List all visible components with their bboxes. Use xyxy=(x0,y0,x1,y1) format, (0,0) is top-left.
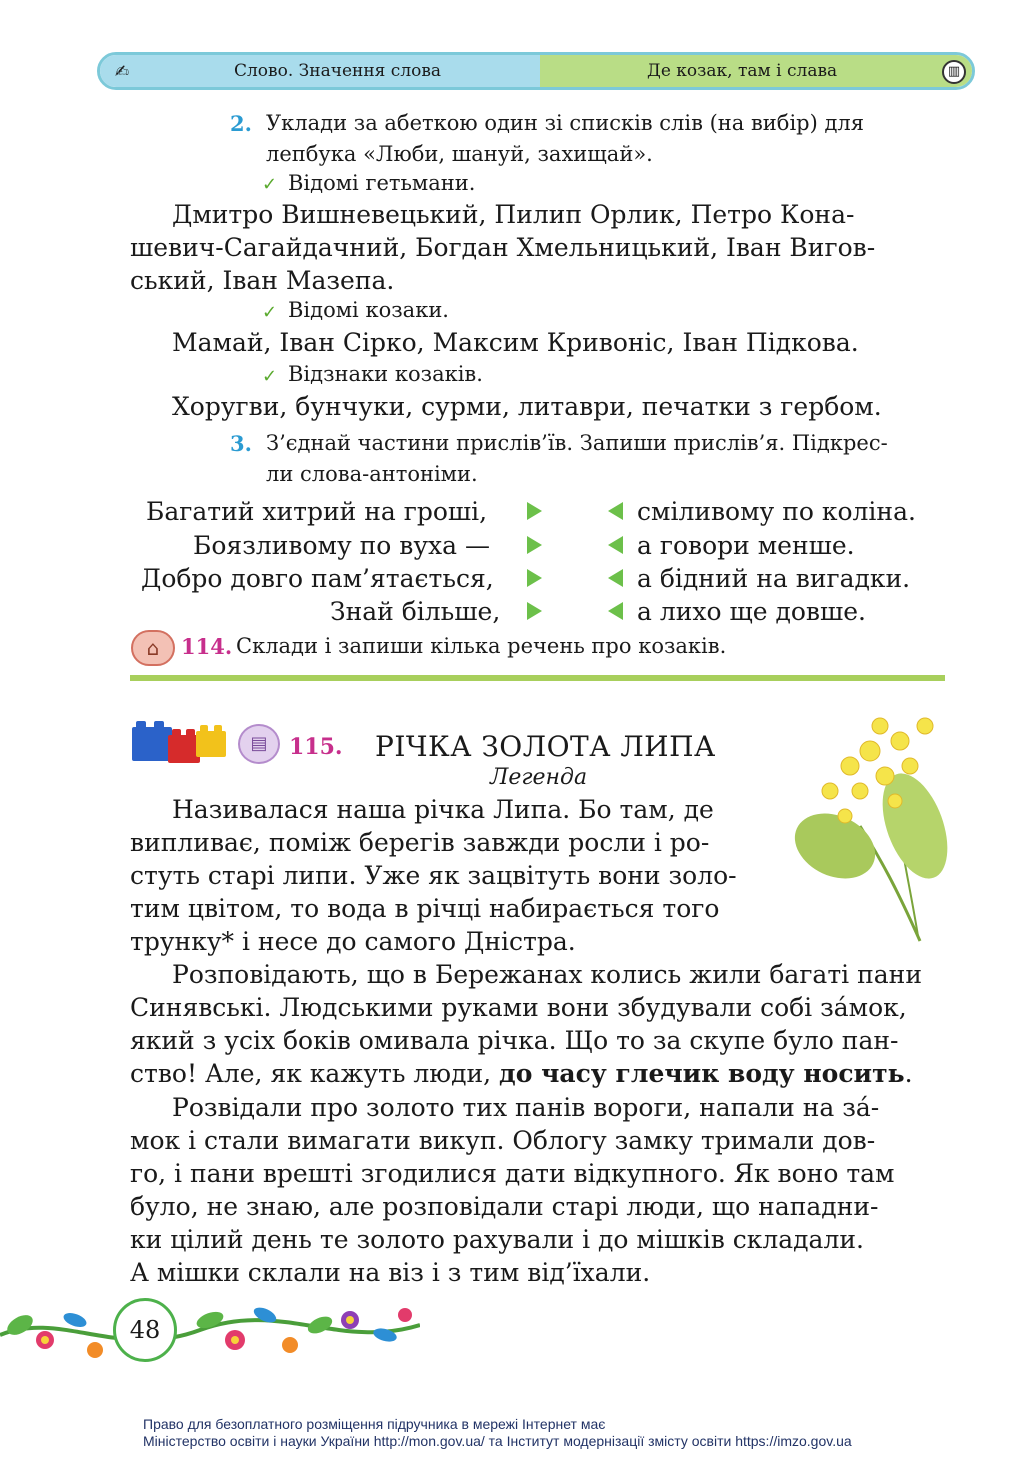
exercise-number: 114. xyxy=(181,634,233,659)
page-number: 48 xyxy=(113,1298,177,1362)
floral-ornament xyxy=(0,1290,420,1370)
arrow-right-icon[interactable] xyxy=(527,602,542,620)
proverb-right-part: а лихо ще довше. xyxy=(637,597,866,626)
paragraph-line: Розповідають, що в Бережанах колись жили багаті пани xyxy=(172,960,922,989)
text-title: РІЧКА ЗОЛОТА ЛИПА xyxy=(375,730,716,763)
lego-blocks-icon xyxy=(130,717,230,765)
linden-flower-illustration xyxy=(790,696,950,946)
paragraph-line xyxy=(130,1059,913,1088)
paragraph-line: Розвідали про золото тих панів вороги, напали на за́- xyxy=(172,1093,880,1122)
arrow-right-icon[interactable] xyxy=(527,536,542,554)
task-text: Уклади за абеткою один зі списків слів (на вибір) для xyxy=(266,111,864,135)
paragraph-line: стуть старі липи. Уже як зацвітуть вони золо- xyxy=(130,861,737,890)
list-title: Відзнаки козаків. xyxy=(288,362,483,386)
reading-book-icon: ▤ xyxy=(238,724,280,764)
check-icon: ✓ xyxy=(262,174,278,195)
paragraph-line: ки цілий день те золото рахували і до мішків складали. xyxy=(130,1225,864,1254)
proverb-right-part: а бідний на вигадки. xyxy=(637,564,911,593)
proverb-right-part: сміливому по коліна. xyxy=(637,497,916,526)
arrow-right-icon[interactable] xyxy=(527,502,542,520)
section-divider xyxy=(130,675,945,681)
line-start: ство! Але, як кажуть люди, xyxy=(130,1059,492,1088)
exercise-number: 2. xyxy=(230,111,252,136)
check-icon: ✓ xyxy=(262,302,278,323)
paragraph-line: тим цвітом, то вода в річці набирається того xyxy=(130,894,720,923)
paragraph-line: го, і пани врешті згодилися дати відкупного. Як воно там xyxy=(130,1159,895,1188)
header-chapter-title xyxy=(540,55,972,87)
list-title: Відомі гетьмани. xyxy=(288,171,476,195)
arrow-left-icon[interactable] xyxy=(608,502,623,520)
list-text: ський, Іван Мазепа. xyxy=(130,266,395,295)
task-text: З’єднай частини прислів’їв. Запиши прислів’я. Підкрес- xyxy=(266,431,888,455)
arrow-left-icon[interactable] xyxy=(608,536,623,554)
paragraph-line: мок і стали вимагати викуп. Облогу замку тримали дов- xyxy=(130,1126,876,1155)
arrow-right-icon[interactable] xyxy=(527,569,542,587)
paragraph-line: Називалася наша річка Липа. Бо там, де xyxy=(172,795,714,824)
task-text: лепбука «Люби, шануй, захищай». xyxy=(266,142,653,166)
paragraph-line: трунку* і несе до самого Дністра. xyxy=(130,927,576,956)
proverb-right-part: а говори менше. xyxy=(637,531,855,560)
text-genre: Легенда xyxy=(490,765,588,790)
arrow-left-icon[interactable] xyxy=(608,602,623,620)
proverb-left-part: Боязливому по вуха — xyxy=(193,531,490,560)
exercise-number: 3. xyxy=(230,431,252,456)
line-end: . xyxy=(904,1059,913,1088)
proverb-left-part: Знай більше, xyxy=(330,597,501,626)
proverb-left-part: Багатий хитрий на гроші, xyxy=(146,497,488,526)
footer-text: Міністерство освіти і науки України http://mon.gov.ua/ та Інститут модернізації змісту освіти https://imzo.gov.ua xyxy=(143,1433,852,1449)
page-header xyxy=(97,52,975,90)
homework-text: Склади і запиши кілька речень про козаків. xyxy=(236,634,727,658)
paragraph-line: було, не знаю, але розповідали старі люди, що нападни- xyxy=(130,1192,879,1221)
paragraph-line: А мішки склали на віз і з тим від’їхали. xyxy=(130,1258,651,1287)
list-text: Мамай, Іван Сірко, Максим Кривоніс, Іван Підкова. xyxy=(172,328,859,357)
header-right-title: Де козак, там і слава xyxy=(647,61,838,81)
paragraph-line: який з усіх боків омивала річка. Що то за скупе було пан- xyxy=(130,1026,899,1055)
list-title: Відомі козаки. xyxy=(288,298,449,322)
footer-text: Право для безоплатного розміщення підручника в мережі Інтернет має xyxy=(143,1416,606,1432)
paragraph-line: Синявські. Людськими руками вони збудували собі за́мок, xyxy=(130,993,907,1022)
paragraph-line: випливає, поміж берегів завжди росли і ро- xyxy=(130,828,710,857)
bold-phrase: до часу глечик воду носить xyxy=(499,1059,905,1088)
check-icon: ✓ xyxy=(262,366,278,387)
list-text: шевич-Сагайдачний, Богдан Хмельницький, Іван Вигов- xyxy=(130,233,876,262)
header-section-title xyxy=(100,55,540,87)
task-text: ли слова-антоніми. xyxy=(266,462,478,486)
arrow-left-icon[interactable] xyxy=(608,569,623,587)
proverb-left-part: Добро довго пам’ятається, xyxy=(141,564,494,593)
list-text: Хоругви, бунчуки, сурми, литаври, печатки з гербом. xyxy=(172,392,882,421)
list-text: Дмитро Вишневецький, Пилип Орлик, Петро Кона- xyxy=(172,200,855,229)
exercise-number: 115. xyxy=(289,734,343,760)
house-icon: ⌂ xyxy=(131,630,175,666)
book-icon: ▥ xyxy=(942,60,966,84)
pen-icon: ✍ xyxy=(114,62,130,82)
header-left-title: Слово. Значення слова xyxy=(234,61,442,81)
